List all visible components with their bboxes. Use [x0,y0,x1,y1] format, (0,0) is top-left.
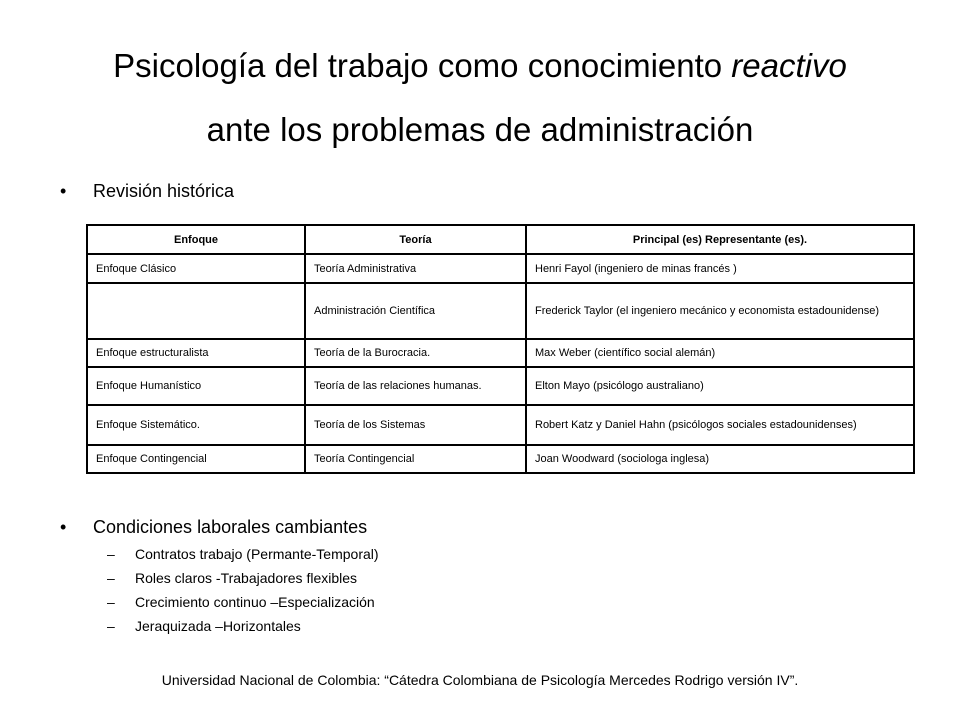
table-row [87,283,914,339]
cell-teoria-wrap [305,367,526,405]
cell-representante: Robert Katz y Daniel Hahn (psicólogos sociales estadounidenses) [535,419,857,431]
cell-representante: Henri Fayol (ingeniero de minas francés ) [526,254,914,283]
table-header-row [87,225,914,254]
approaches-table [86,224,915,474]
cell-representante: Max Weber (científico social alemán) [526,339,914,367]
title-text: Psicología del trabajo como conocimiento [113,47,732,84]
list-item-text: Crecimiento continuo –Especialización [135,594,375,610]
list-item-text: Contratos trabajo (Permante-Temporal) [135,546,379,562]
list-item-text: Jeraquizada –Horizontales [135,618,301,634]
cell-teoria: Teoría de las relaciones humanas. [314,380,482,392]
cell-teoria: Administración Científica [305,283,526,339]
cell-teoria: Teoría de los Sistemas [305,405,526,445]
cell-enfoque: Enfoque Contingencial [87,445,305,473]
cell-representante: Joan Woodward (sociologa inglesa) [526,445,914,473]
footer-citation: Universidad Nacional de Colombia: “Cátedra Colombiana de Psicología Mercedes Rodrigo versión IV”. [161,672,799,688]
bullet-text: Revisión histórica [93,181,235,201]
table-row [87,445,914,473]
cell-representante-wrap [526,283,914,339]
cell-teoria: Teoría Contingencial [305,445,526,473]
header-representante: Principal (es) Representante (es). [526,225,914,254]
title-line-2: ante los problemas de administración [206,111,754,148]
title-emphasis: reactivo [731,47,847,84]
cell-teoria: Teoría Administrativa [305,254,526,283]
table-row [87,405,914,445]
title-line-1 [40,34,920,98]
cell-enfoque: Enfoque Clásico [87,254,305,283]
bullet-marker: • [60,517,67,537]
header-teoria: Teoría [305,225,526,254]
list-item-text: Roles claros -Trabajadores flexibles [135,570,358,586]
cell-representante-wrap [526,405,914,445]
dash-marker: – [107,546,115,562]
bullet-text: Condiciones laborales cambiantes [93,517,368,537]
cell-teoria: Teoría de la Burocracia. [305,339,526,367]
cell-representante: Frederick Taylor (el ingeniero mecánico y economista estadounidense) [535,305,880,317]
table-row [87,367,914,405]
cell-enfoque: Enfoque Humanístico [87,367,305,405]
bullet-marker: • [60,181,67,201]
cell-enfoque: Enfoque estructuralista [87,339,305,367]
table-row [87,339,914,367]
cell-enfoque [87,283,305,339]
dash-marker: – [107,594,115,610]
cell-representante: Elton Mayo (psicólogo australiano) [526,367,914,405]
dash-marker: – [107,570,115,586]
dash-marker: – [107,618,115,634]
table-row [87,254,914,283]
cell-enfoque: Enfoque Sistemático. [87,405,305,445]
slide-title [40,34,920,162]
header-enfoque: Enfoque [87,225,305,254]
